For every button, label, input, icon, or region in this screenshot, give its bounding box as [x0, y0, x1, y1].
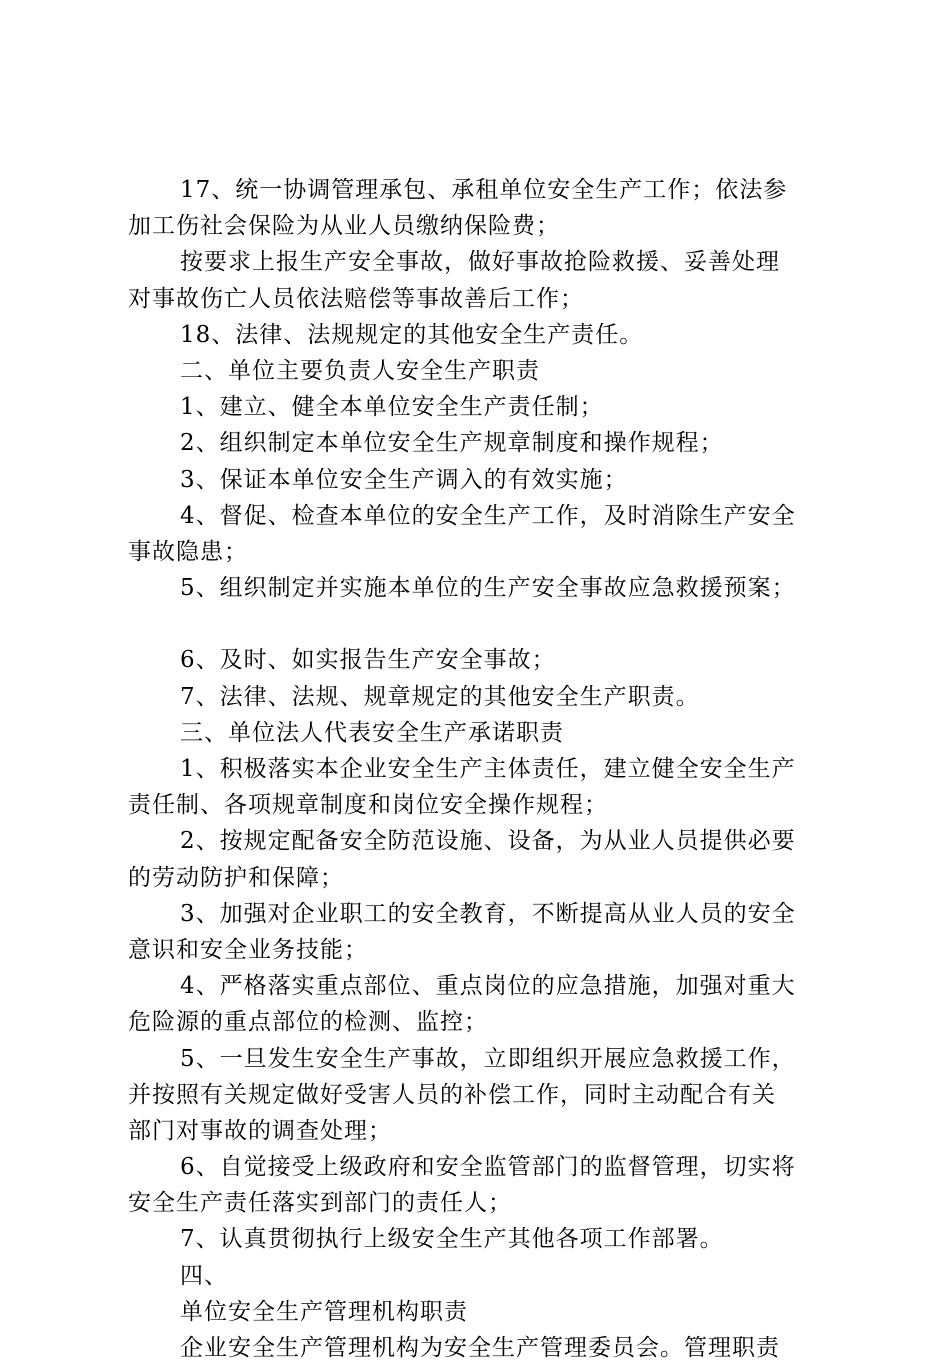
paragraph-line: 18、法律、法规规定的其他安全生产责任。: [180, 321, 644, 348]
paragraph-line: 17、统一协调管理承包、承租单位安全生产工作；依法参: [180, 177, 788, 203]
paragraph-line: 2、组织制定本单位安全生产规章制度和操作规程；: [180, 430, 724, 457]
paragraph-line: 7、法律、法规、规章规定的其他安全生产职责。: [180, 683, 700, 710]
paragraph-line: 并按照有关规定做好受害人员的补偿工作，同时主动配合有关: [128, 1081, 776, 1108]
document-body: [128, 172, 828, 1366]
paragraph-line: 危险源的重点部位的检测、监控；: [128, 1009, 488, 1036]
paragraph-line: 安全生产责任落实到部门的责任人；: [128, 1190, 512, 1217]
paragraph-line: 企业安全生产管理机构为安全生产管理委员会。管理职责: [180, 1335, 780, 1361]
section-heading: 四、: [180, 1262, 228, 1289]
blank-line: [128, 606, 828, 642]
paragraph-line: 3、保证本单位安全生产调入的有效实施；: [180, 466, 628, 493]
paragraph-line: 5、组织制定并实施本单位的生产安全事故应急救援预案；: [180, 575, 796, 602]
paragraph-line: 6、及时、如实报告生产安全事故；: [180, 647, 556, 674]
paragraph-line: 责任制、各项规章制度和岗位安全操作规程；: [128, 792, 608, 819]
section-heading: 三、单位法人代表安全生产承诺职责: [180, 719, 564, 746]
paragraph-line: 6、自觉接受上级政府和安全监管部门的监督管理，切实将: [180, 1154, 796, 1181]
paragraph-line: 加工伤社会保险为从业人员缴纳保险费；: [128, 213, 560, 240]
paragraph-line: 1、积极落实本企业安全生产主体责任，建立健全安全生产: [180, 756, 796, 782]
paragraph-line: 7、认真贯彻执行上级安全生产其他各项工作部署。: [180, 1226, 724, 1253]
section-heading: 二、单位主要负责人安全生产职责: [180, 357, 540, 384]
paragraph-line: 3、加强对企业职工的安全教育，不断提高从业人员的安全: [180, 900, 796, 927]
paragraph-line: 部门对事故的调查处理；: [128, 1117, 392, 1144]
paragraph-line: 按要求上报生产安全事故，做好事故抢险救援、妥善处理: [180, 249, 780, 276]
paragraph-line: 事故隐患；: [128, 538, 248, 565]
paragraph-line: 意识和安全业务技能；: [128, 936, 368, 963]
paragraph-line: 4、严格落实重点部位、重点岗位的应急措施，加强对重大: [180, 973, 796, 1000]
paragraph-line: 4、督促、检查本单位的安全生产工作，及时消除生产安全: [180, 502, 796, 529]
paragraph-line: 对事故伤亡人员依法赔偿等事故善后工作；: [128, 285, 584, 312]
paragraph-line: 1、建立、健全本单位安全生产责任制；: [180, 394, 604, 421]
section-heading: 单位安全生产管理机构职责: [180, 1298, 468, 1325]
paragraph-line: 2、按规定配备安全防范设施、设备，为从业人员提供必要: [180, 828, 796, 855]
paragraph-line: 的劳动防护和保障；: [128, 864, 344, 891]
paragraph-line: 5、一旦发生安全生产事故，立即组织开展应急救援工作，: [180, 1045, 796, 1072]
